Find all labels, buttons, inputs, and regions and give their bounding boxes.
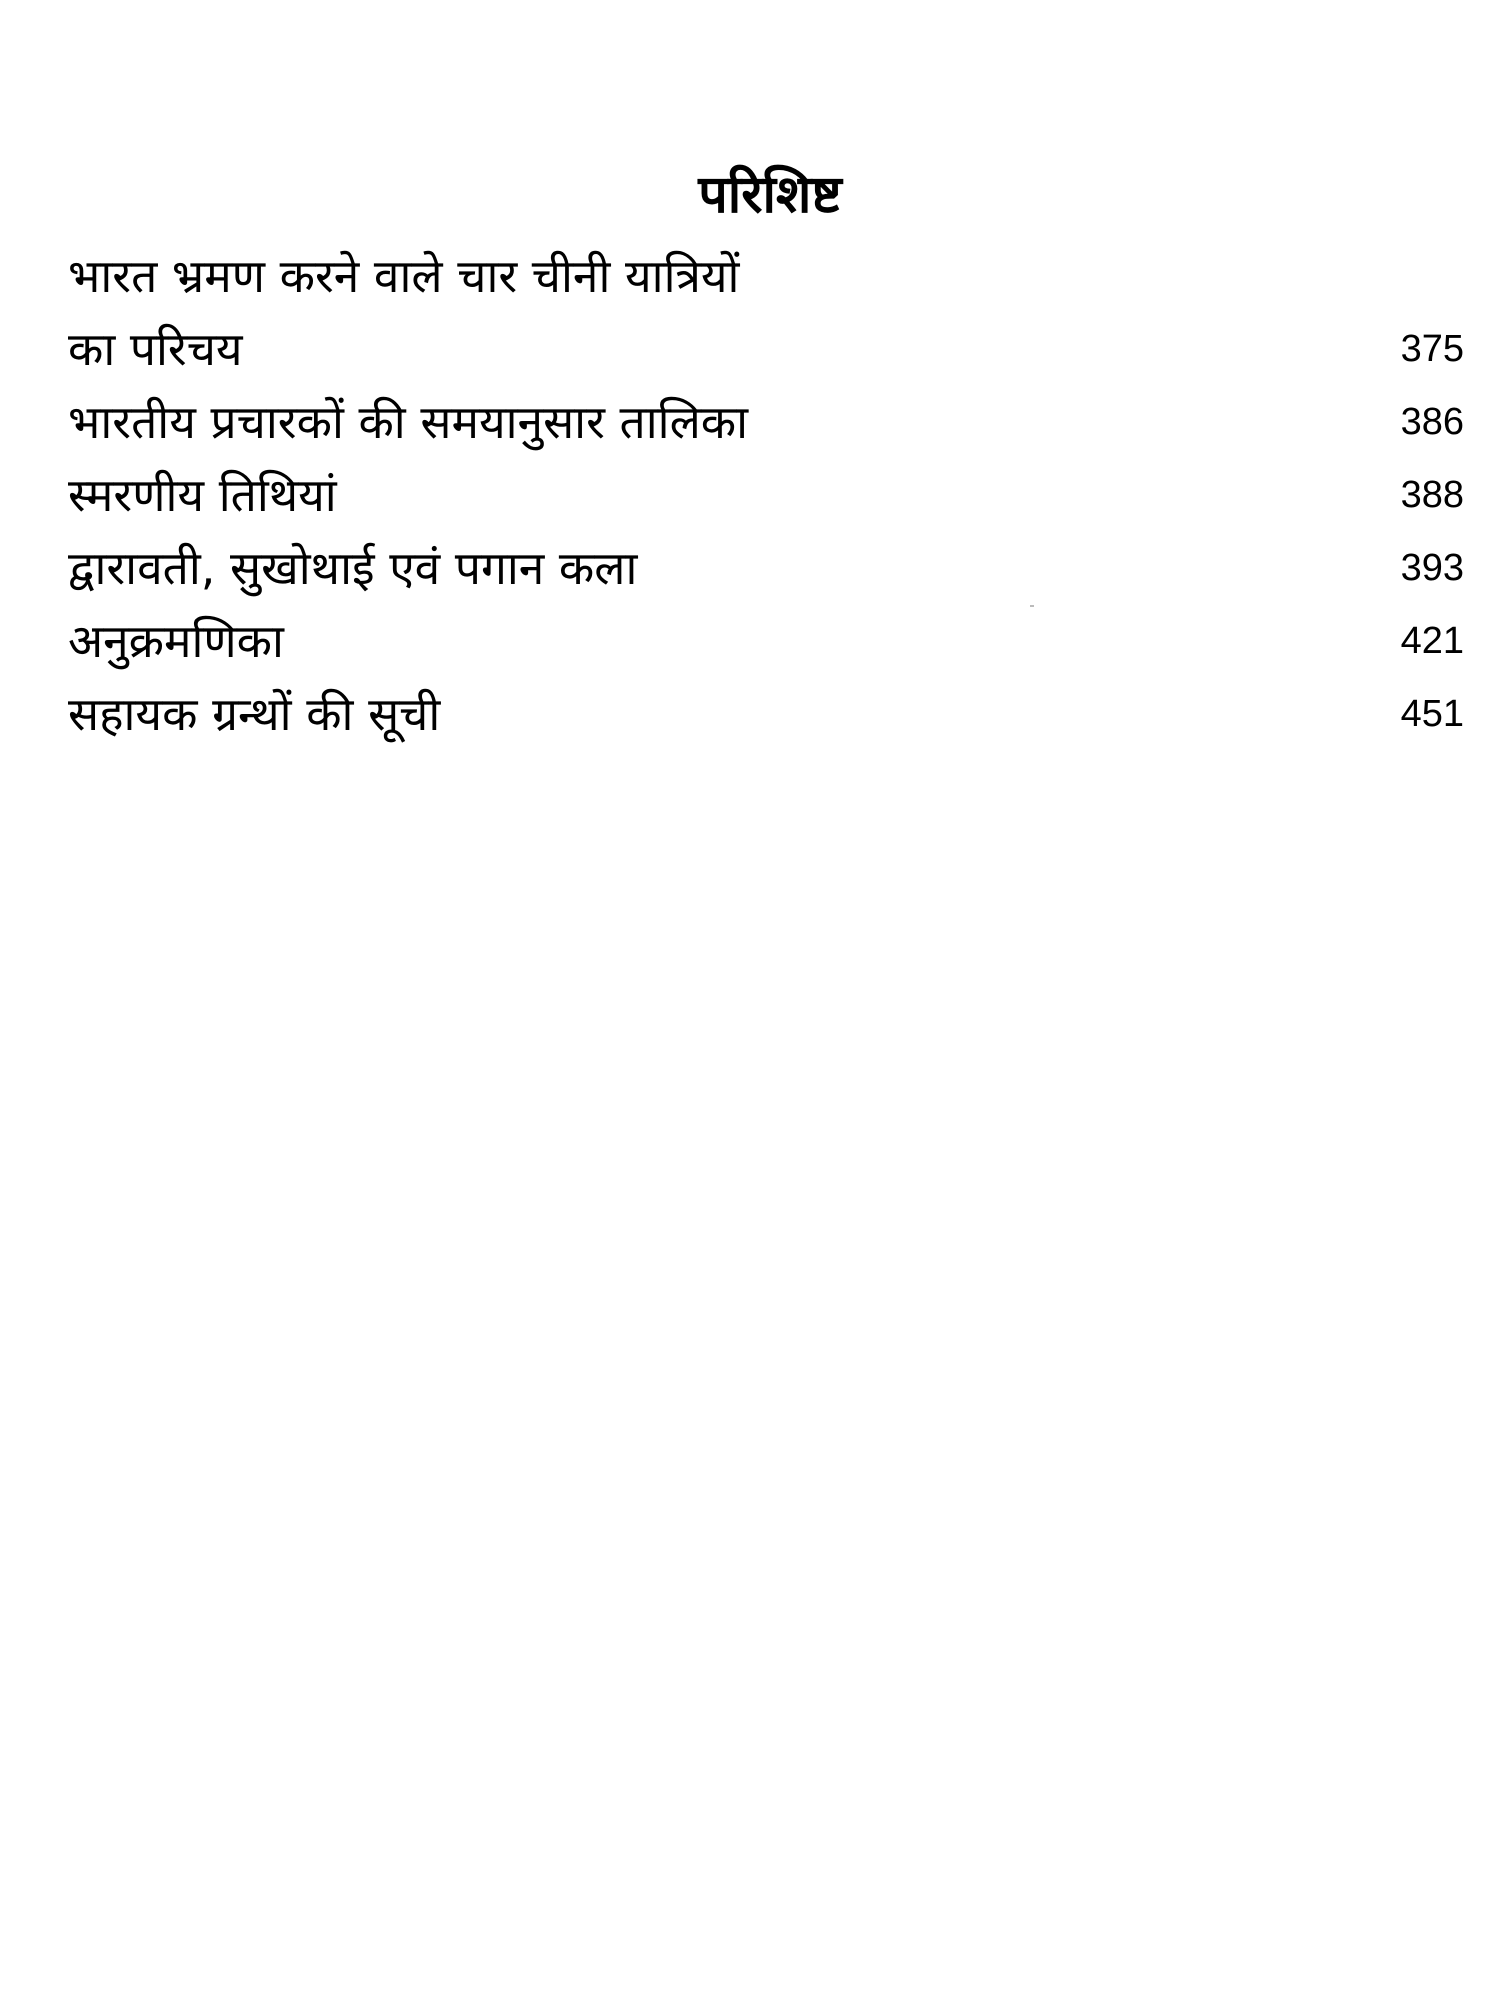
toc-entry-title: भारतीय प्रचारकों की समयानुसार तालिका: [68, 395, 748, 449]
appendix-contents-list: [68, 240, 1464, 751]
toc-entry-page: 388: [1400, 474, 1464, 516]
toc-entry-title: भारत भ्रमण करने वाले चार चीनी यात्रियों: [68, 249, 740, 303]
toc-entry: [68, 605, 1464, 678]
toc-entry-page: 451: [1400, 693, 1464, 735]
toc-entry-page: 386: [1400, 401, 1464, 443]
toc-entry-title: का परिचय: [68, 322, 243, 376]
toc-entry: [68, 459, 1464, 532]
toc-entry: [68, 313, 1464, 386]
toc-entry: [68, 678, 1464, 751]
toc-entry-page: 375: [1400, 328, 1464, 370]
toc-entry-title: सहायक ग्रन्थों की सूची: [68, 687, 441, 741]
toc-entry: [68, 532, 1464, 605]
toc-entry-title: स्मरणीय तिथियां: [68, 468, 337, 522]
toc-entry-title: द्वारावती, सुखोथाई एवं पगान कला: [68, 541, 638, 595]
toc-entry: [68, 240, 1464, 313]
toc-entry: [68, 386, 1464, 459]
toc-entry-page: 393: [1400, 547, 1464, 589]
toc-entry-title: अनुक्रमणिका: [68, 614, 284, 668]
page-heading: परिशिष्ट: [698, 165, 842, 225]
toc-entry-page: 421: [1400, 620, 1464, 662]
scan-speck: [1030, 605, 1034, 607]
